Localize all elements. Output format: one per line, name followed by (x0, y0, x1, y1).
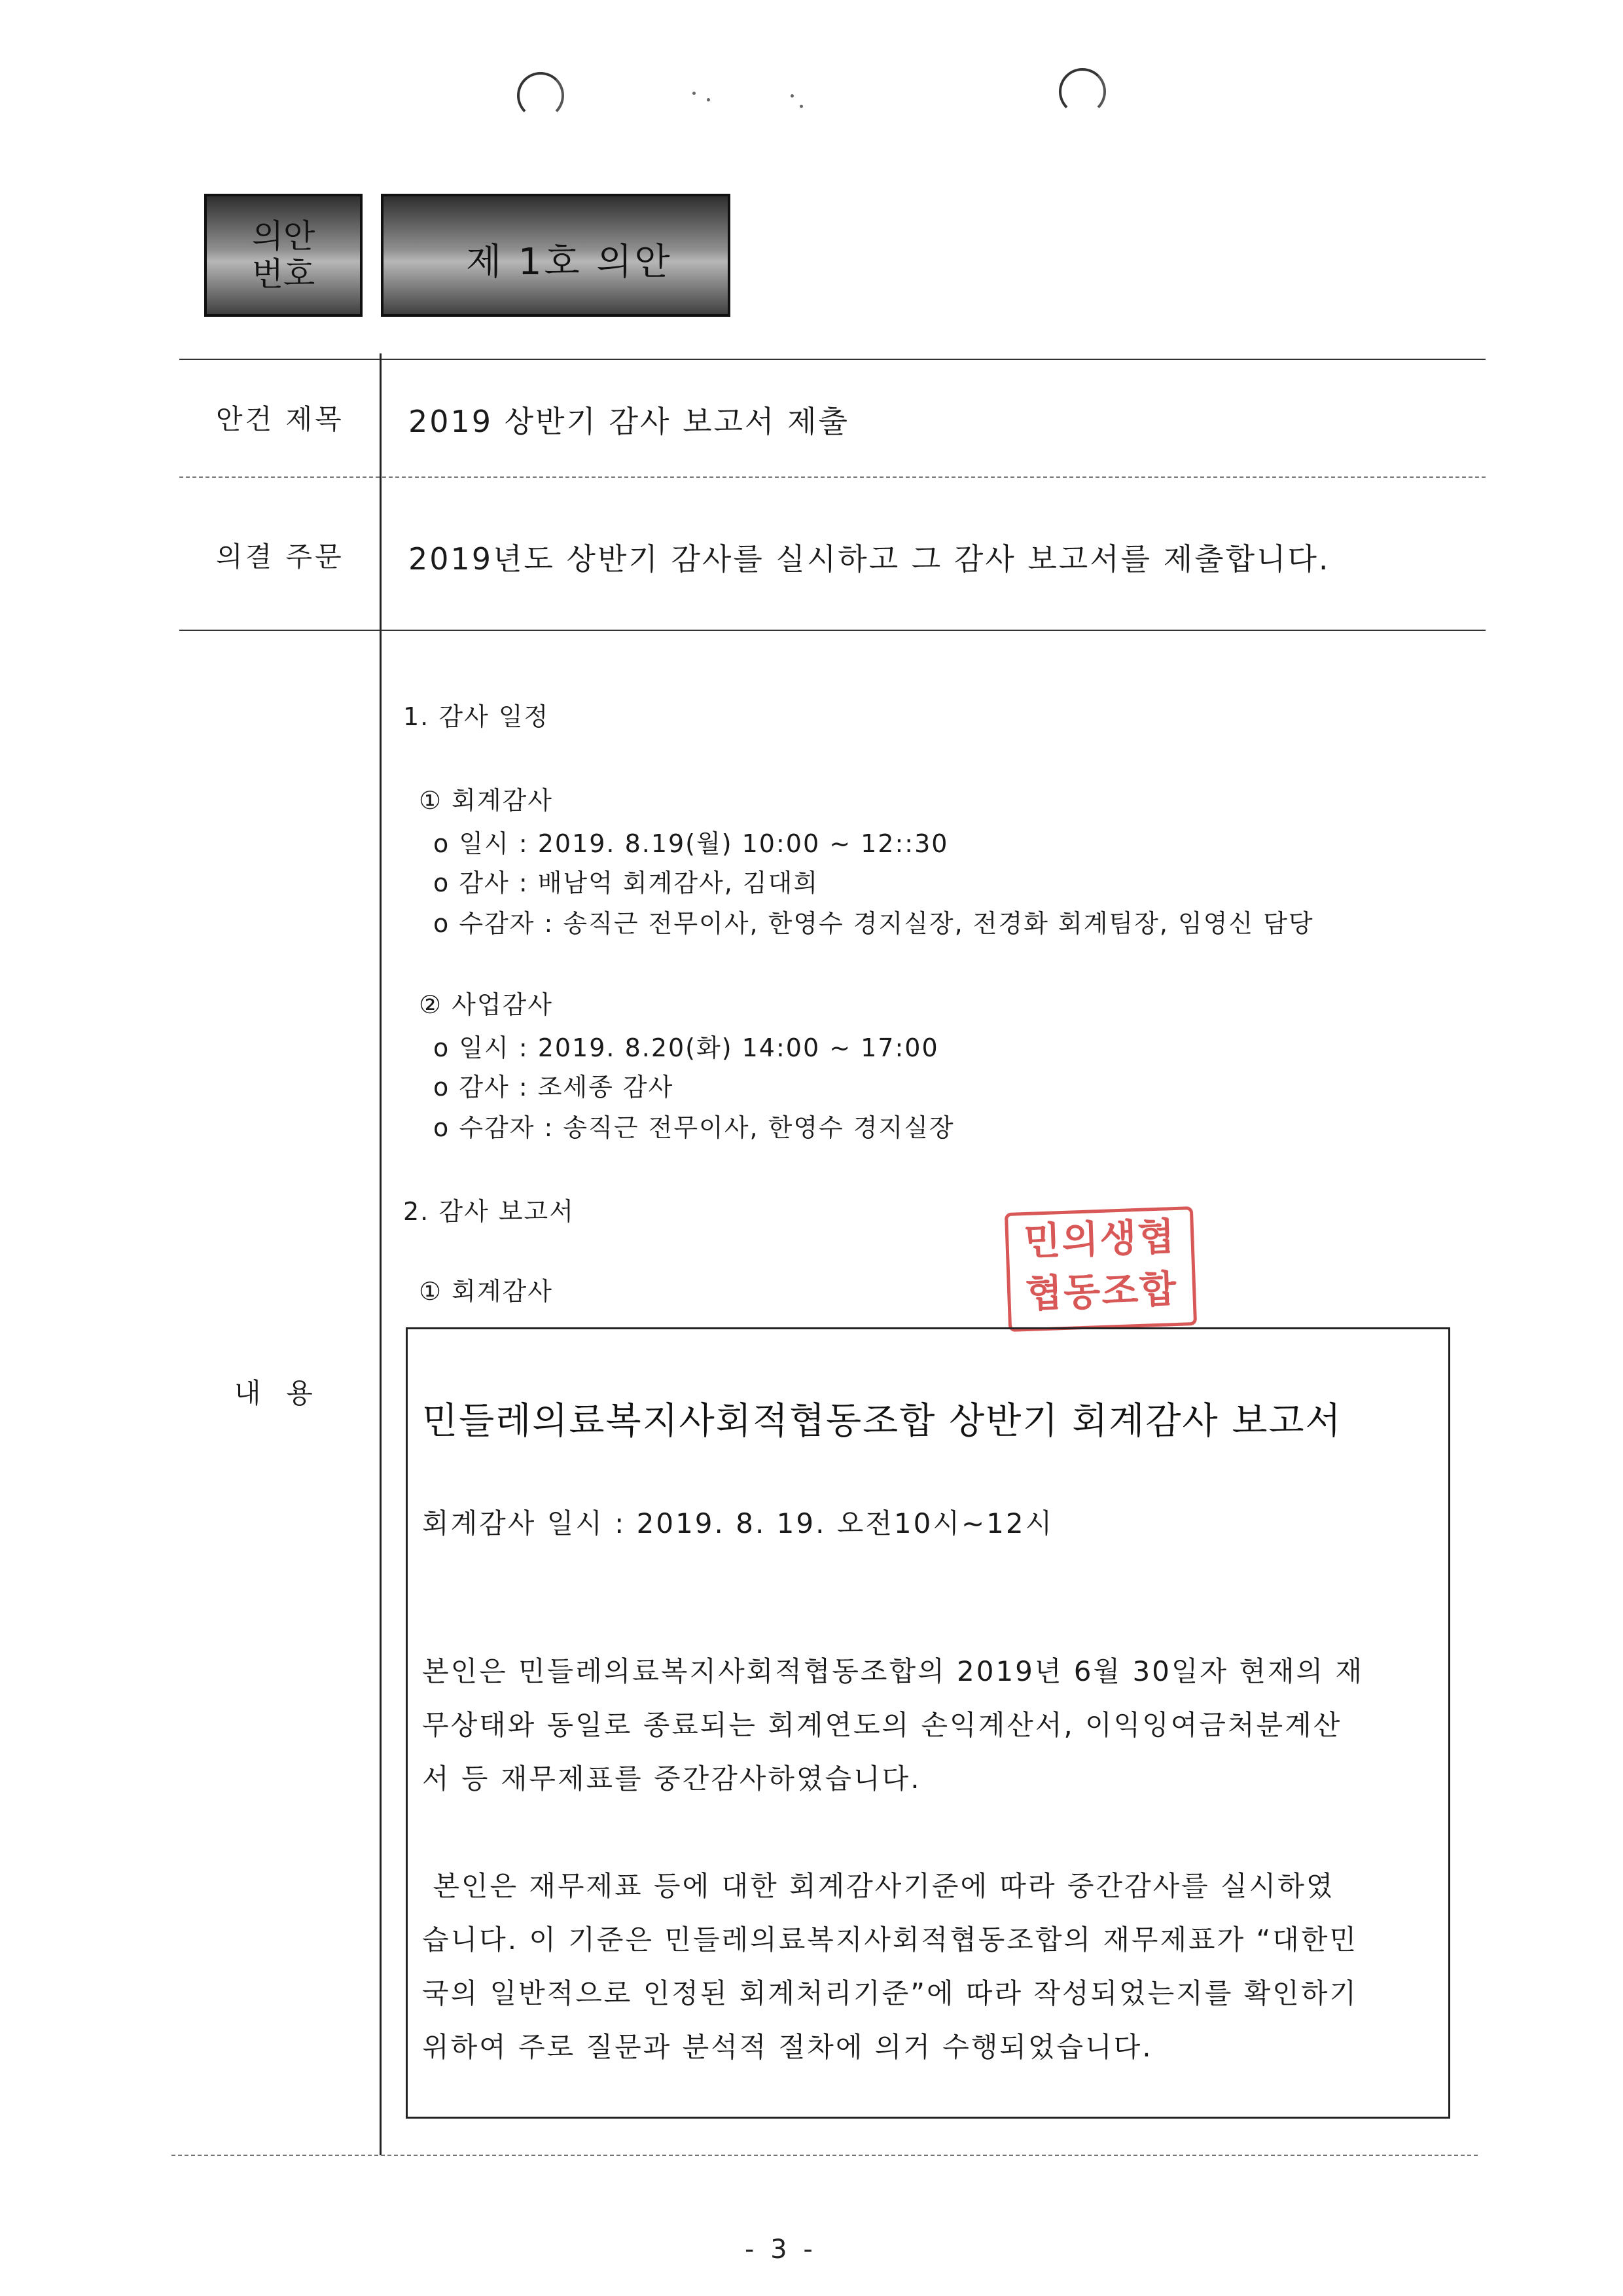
bill-number-label-box (204, 194, 363, 317)
table-top-border (179, 359, 1486, 360)
bill-number-label-line1: 의안 (251, 217, 315, 255)
scan-speck (800, 105, 803, 108)
seal-stamp-line1: 민의생협 (1023, 1213, 1177, 1265)
audit2-date: o 일시 : 2019. 8.20(화) 14:00 ~ 17:00 (433, 1033, 939, 1062)
report-para2-line: 국의 일반적으로 인정된 회계처리기준”에 따라 작성되었는지를 확인하기 (422, 1977, 1359, 2009)
section1-title: 1. 감사 일정 (403, 702, 550, 731)
report-para1-line: 무상태와 동일로 종료되는 회계연도의 손익계산서, 이익잉여금처분계산 (422, 1709, 1342, 1741)
table-column-divider (380, 353, 382, 2155)
audit1-auditee: o 수감자 : 송직근 전무이사, 한영수 경지실장, 전경화 회계팀장, 임영신 담당 (433, 909, 1314, 938)
scan-speck (707, 98, 710, 101)
report-para2-line: 위하여 주로 질문과 분석적 절차에 의거 수행되었습니다. (422, 2031, 1153, 2063)
bill-number-label-line2: 번호 (251, 255, 315, 293)
seal-stamp-line2: 협동조합 (1025, 1266, 1179, 1317)
audit-report-box (406, 1327, 1450, 2119)
bill-number-label (204, 217, 363, 293)
report-date-line: 회계감사 일시 : 2019. 8. 19. 오전10시~12시 (422, 1507, 1054, 1539)
audit1-auditor: o 감사 : 배남억 회계감사, 김대희 (433, 869, 819, 897)
row-divider (179, 630, 1486, 631)
audit2-auditee: o 수감자 : 송직근 전무이사, 한영수 경지실장 (433, 1113, 955, 1142)
table-bottom-border (171, 2155, 1478, 2156)
scan-speck (692, 92, 696, 95)
section2-title: 2. 감사 보고서 (403, 1197, 575, 1226)
resolution-label: 의결 주문 (216, 541, 344, 573)
report-para2-line: 본인은 재무제표 등에 대한 회계감사기준에 따라 중간감사를 실시하였 (422, 1870, 1335, 1902)
resolution-value: 2019년도 상반기 감사를 실시하고 그 감사 보고서를 제출합니다. (408, 541, 1330, 577)
agenda-title-label: 안건 제목 (216, 403, 344, 435)
report-para1-line: 서 등 재무제표를 중간감사하였습니다. (422, 1763, 921, 1795)
audit2-auditor: o 감사 : 조세종 감사 (433, 1073, 674, 1102)
bill-number-title: 제 1호 의안 (466, 241, 673, 283)
report-para2-line: 습니다. 이 기준은 민들레의료복지사회적협동조합의 재무제표가 “대한민 (422, 1924, 1359, 1956)
content-label: 내 용 (234, 1377, 315, 1409)
audit2-title: ② 사업감사 (419, 990, 553, 1019)
punch-hole-left (517, 72, 564, 119)
report-para1-line: 본인은 민들레의료복지사회적협동조합의 2019년 6월 30일자 현재의 재 (422, 1655, 1364, 1687)
scan-speck (791, 94, 794, 98)
audit1-date: o 일시 : 2019. 8.19(월) 10:00 ~ 12::30 (433, 829, 949, 858)
section2-item: ① 회계감사 (419, 1277, 553, 1306)
agenda-title-value: 2019 상반기 감사 보고서 제출 (408, 404, 849, 439)
page-number: - 3 - (745, 2234, 817, 2265)
row-divider (179, 476, 1486, 478)
report-title: 민들레의료복지사회적협동조합 상반기 회계감사 보고서 (422, 1400, 1342, 1443)
seal-stamp (1005, 1206, 1197, 1332)
bill-number-title-box (381, 194, 730, 317)
punch-hole-right (1059, 68, 1106, 115)
audit1-title: ① 회계감사 (419, 786, 553, 815)
